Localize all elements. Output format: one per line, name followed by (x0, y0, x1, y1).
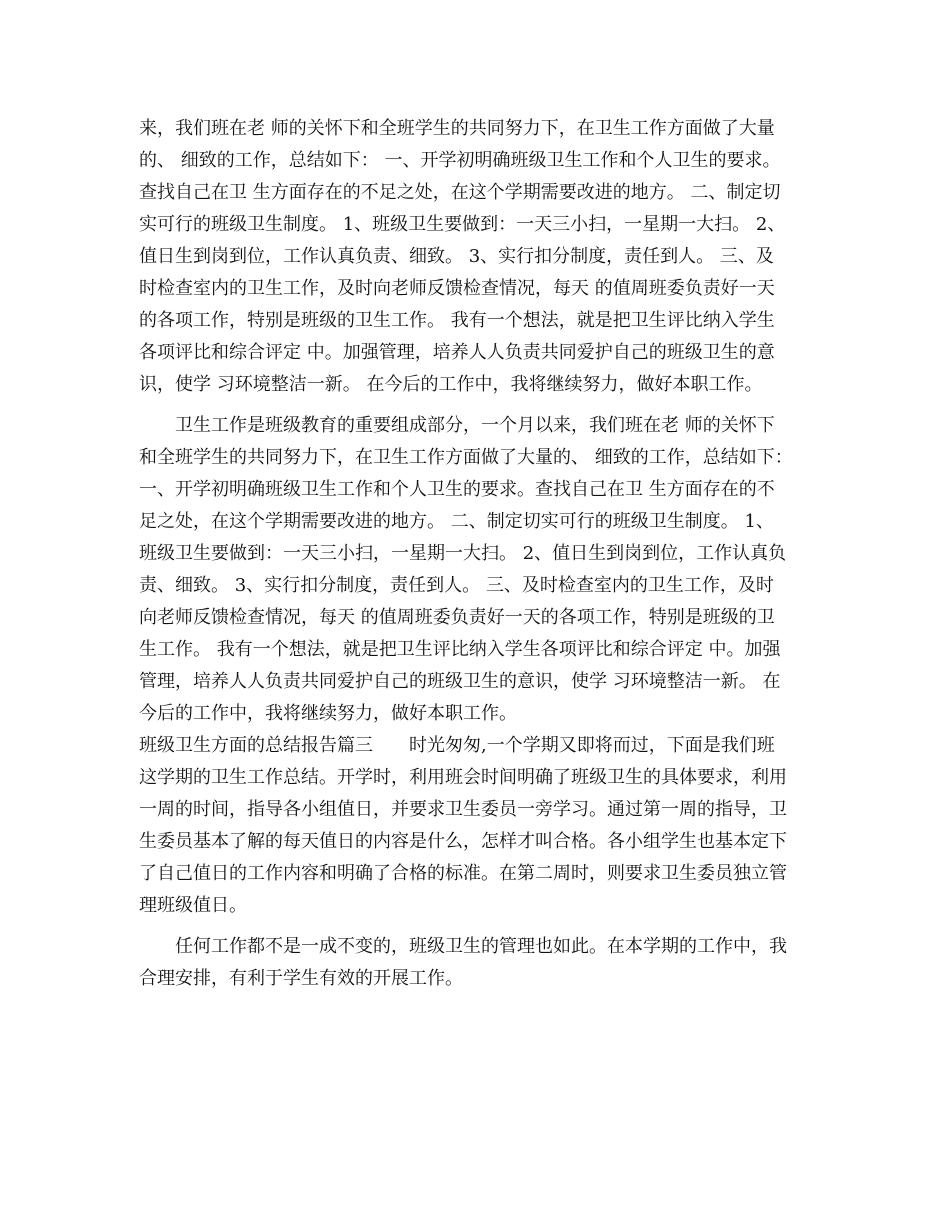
text-line: 来，我们班在老 师的关怀下和全班学生的共同努力下，在卫生工作方面做了大量 (139, 118, 775, 139)
paragraph-start-line: 任何工作都不是一成不变的，班级卫生的管理也如此。在本学期的工作中，我 (139, 936, 787, 957)
text-line: 向老师反馈检查情况，每天 的值周班委负责好一天的各项工作，特别是班级的卫 (139, 607, 775, 628)
text-line: 时检查室内的卫生工作，及时向老师反馈检查情况，每天 的值周班委负责好一天 (139, 278, 775, 299)
text-line: 足之处，在这个学期需要改进的地方。 二、制定切实可行的班级卫生制度。 1、 (139, 511, 774, 532)
text-line: 生委员基本了解的每天值日的内容是什么，怎样才叫合格。各小组学生也基本定下 (139, 831, 787, 852)
text-line: 一周的时间，指导各小组值日，并要求卫生委员一旁学习。通过第一周的指导，卫 (139, 799, 787, 820)
body-text (139, 113, 819, 995)
text-line: 一、开学初明确班级卫生工作和个人卫生的要求。查找自己在卫 生方面存在的不 (139, 479, 775, 500)
text-line: 的各项工作，特别是班级的卫生工作。 我有一个想法，就是把卫生评比纳入学生 (139, 310, 775, 331)
text-line: 各项评比和综合评定 中。加强管理，培养人人负责共同爱护自己的班级卫生的意 (139, 342, 775, 363)
text-line: 查找自己在卫 生方面存在的不足之处，在这个学期需要改进的地方。 二、制定切 (139, 182, 781, 203)
text-line: 和全班学生的共同努力下，在卫生工作方面做了大量的、 细致的工作，总结如下： (139, 447, 793, 468)
text-line: 生工作。 我有一个想法，就是把卫生评比纳入学生各项评比和综合评定 中。加强 (139, 639, 781, 660)
paragraph-start-line: 卫生工作是班级教育的重要组成部分，一个月以来，我们班在老 师的关怀下 (139, 415, 775, 436)
text-line: 识，使学 习环境整洁一新。 在今后的工作中，我将继续努力，做好本职工作。 (139, 374, 763, 395)
text-line: 了自己值日的工作内容和明确了合格的标准。在第二周时，则要求卫生委员独立管 (139, 863, 787, 884)
text-line: 实可行的班级卫生制度。 1、班级卫生要做到：一天三小扫，一星期一大扫。 2、 (139, 214, 786, 235)
text-line: 今后的工作中，我将继续努力，做好本职工作。 (139, 703, 517, 724)
text-line: 理班级值日。 (139, 895, 247, 916)
text-line: 责、细致。 3、实行扣分制度，责任到人。 三、及时检查室内的卫生工作，及时 (139, 575, 774, 596)
text-line: 合理安排，有利于学生有效的开展工作。 (139, 968, 463, 989)
text-line: 这学期的卫生工作总结。开学时，利用班会时间明确了班级卫生的具体要求，利用 (139, 767, 787, 788)
text-line: 班级卫生要做到：一天三小扫，一星期一大扫。 2、值日生到岗到位，工作认真负 (139, 543, 787, 564)
section-heading-line: 班级卫生方面的总结报告篇三 时光匆匆,一个学期又即将而过，下面是我们班 (139, 735, 775, 756)
text-line: 值日生到岗到位，工作认真负责、细致。 3、实行扣分制度，责任到人。 三、及 (139, 246, 774, 267)
text-line: 的、 细致的工作，总结如下： 一、开学初明确班级卫生工作和个人卫生的要求。 (139, 150, 781, 171)
text-line: 管理，培养人人负责共同爱护自己的班级卫生的意识，使学 习环境整洁一新。 在 (139, 671, 781, 692)
